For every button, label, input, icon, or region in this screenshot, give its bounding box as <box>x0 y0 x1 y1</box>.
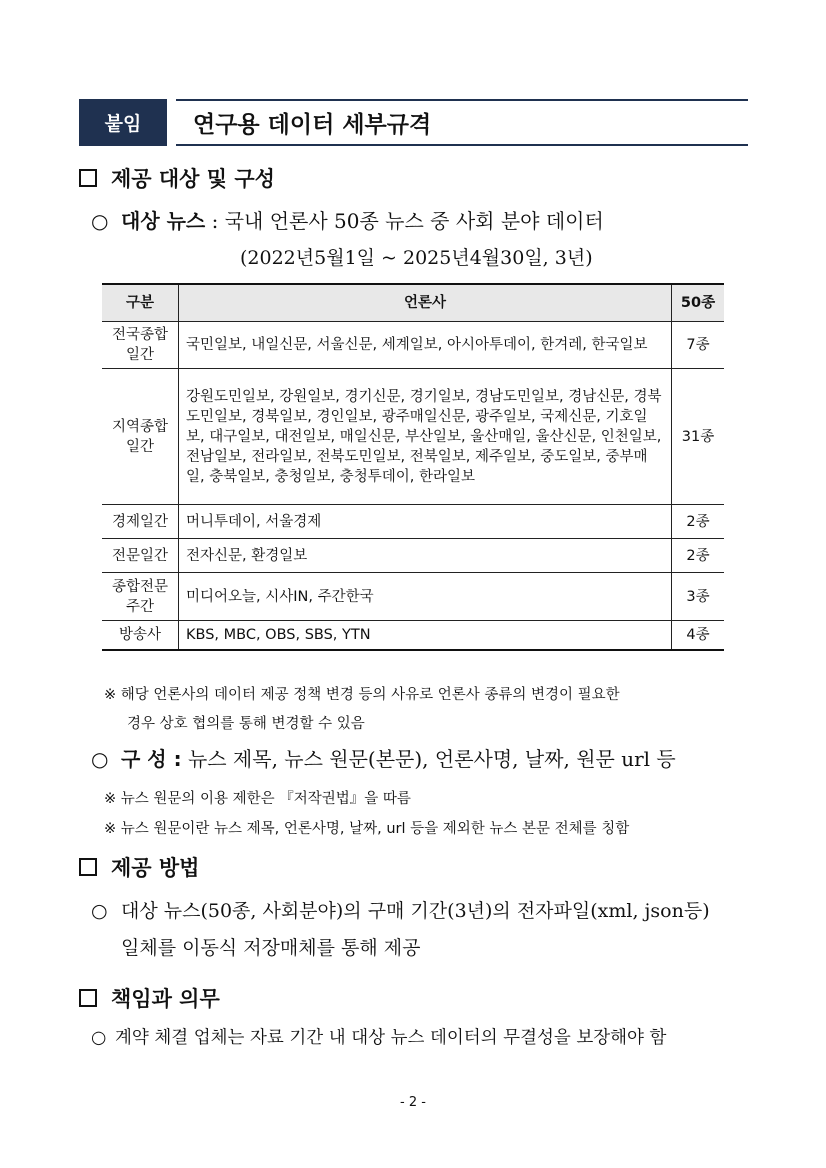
target-period: (2022년5월1일 ~ 2025년4월30일, 3년) <box>240 247 593 269</box>
section-responsibility <box>79 983 220 1013</box>
attachment-badge: 붙임 <box>79 99 167 146</box>
outlets-table <box>102 283 724 651</box>
checkbox-square-icon <box>79 169 97 187</box>
row-outlets: 미디어오늘, 시사IN, 주간한국 <box>179 573 672 621</box>
table-row <box>102 505 724 539</box>
responsibility-line <box>91 1024 666 1049</box>
row-count: 31종 <box>672 369 725 505</box>
table-row <box>102 369 724 505</box>
page-number: - 2 - <box>400 1095 426 1110</box>
section-title: 제공 대상 및 구성 <box>111 167 275 191</box>
method-text-1: 대상 뉴스(50종, 사회분야)의 구매 기간(3년)의 전자파일(xml, json등) <box>121 900 710 922</box>
row-outlets: 강원도민일보, 강원일보, 경기신문, 경기일보, 경남도민일보, 경남신문, 경북도민일보, 경북일보, 경인일보, 광주매일신문, 광주일보, 국제신문, 기호일보, 대구일보, 대전일보, 매일신문, 부산일보, 울산매일, 울산신문, 인천일보, 전남일보, 전라일보, 전북도민일보, 전북일보, 제주일보, 중도일보, 중부매일, 충북일보, 충청일보, 충청투데이, 한라일보 <box>179 369 672 505</box>
table-header-outlets: 언론사 <box>179 284 672 322</box>
note-copyright: ※ 뉴스 원문의 이용 제한은 『저작권법』을 따름 <box>104 791 411 807</box>
note-policy-change <box>104 683 620 704</box>
composition-line <box>91 743 676 772</box>
row-category: 방송사 <box>102 621 179 650</box>
doc-header <box>79 99 748 146</box>
row-category: 전국종합 일간 <box>102 322 179 369</box>
table-header-row <box>102 284 724 322</box>
row-outlets: 전자신문, 환경일보 <box>179 539 672 573</box>
row-count: 2종 <box>672 505 725 539</box>
table-row <box>102 573 724 621</box>
table-row <box>102 621 724 650</box>
circle-bullet-icon: ○ <box>91 1028 107 1048</box>
target-label: 대상 뉴스 <box>121 209 206 233</box>
row-count: 2종 <box>672 539 725 573</box>
row-count: 7종 <box>672 322 725 369</box>
row-count: 3종 <box>672 573 725 621</box>
section-provide-target <box>79 163 275 193</box>
checkbox-square-icon <box>79 858 97 876</box>
row-outlets: KBS, MBC, OBS, SBS, YTN <box>179 621 672 650</box>
responsibility-text: 계약 체결 업체는 자료 기간 내 대상 뉴스 데이터의 무결성을 보장해야 함 <box>115 1028 667 1048</box>
row-category: 전문일간 <box>102 539 179 573</box>
section-provide-method <box>79 852 199 882</box>
reference-mark-icon: ※ <box>104 687 117 703</box>
section-title: 책임과 의무 <box>111 987 220 1011</box>
method-line-2: 일체를 이동식 저장매체를 통해 제공 <box>121 937 421 959</box>
table-header-category: 구분 <box>102 284 179 322</box>
row-category: 종합전문 주간 <box>102 573 179 621</box>
row-category: 지역종합 일간 <box>102 369 179 505</box>
section-title: 제공 방법 <box>111 856 200 880</box>
composition-text: 뉴스 제목, 뉴스 원문(본문), 언론사명, 날짜, 원문 url 등 <box>187 747 676 771</box>
circle-bullet-icon: ○ <box>91 747 109 771</box>
row-outlets: 머니투데이, 서울경제 <box>179 505 672 539</box>
circle-bullet-icon: ○ <box>91 900 108 922</box>
row-count: 4종 <box>672 621 725 650</box>
note-line-1: 해당 언론사의 데이터 제공 정책 변경 등의 사유로 언론사 종류의 변경이 필요한 <box>120 687 620 703</box>
row-outlets: 국민일보, 내일신문, 서울신문, 세계일보, 아시아투데이, 한겨레, 한국일보 <box>179 322 672 369</box>
checkbox-square-icon <box>79 989 97 1007</box>
target-news-line <box>91 205 604 234</box>
table-row <box>102 322 724 369</box>
method-line-1 <box>91 896 710 923</box>
composition-label: 구 성 : <box>121 747 182 771</box>
row-category: 경제일간 <box>102 505 179 539</box>
circle-bullet-icon: ○ <box>91 209 109 233</box>
doc-title: 연구용 데이터 세부규격 <box>193 112 432 138</box>
note-line-2: 경우 상호 협의를 통해 변경할 수 있음 <box>127 716 365 732</box>
note-definition: ※ 뉴스 원문이란 뉴스 제목, 언론사명, 날짜, url 등을 제외한 뉴스 본문 전체를 칭함 <box>104 821 630 837</box>
table-row <box>102 539 724 573</box>
table-header-count: 50종 <box>672 284 725 322</box>
target-text: : 국내 언론사 50종 뉴스 중 사회 분야 데이터 <box>211 209 604 233</box>
